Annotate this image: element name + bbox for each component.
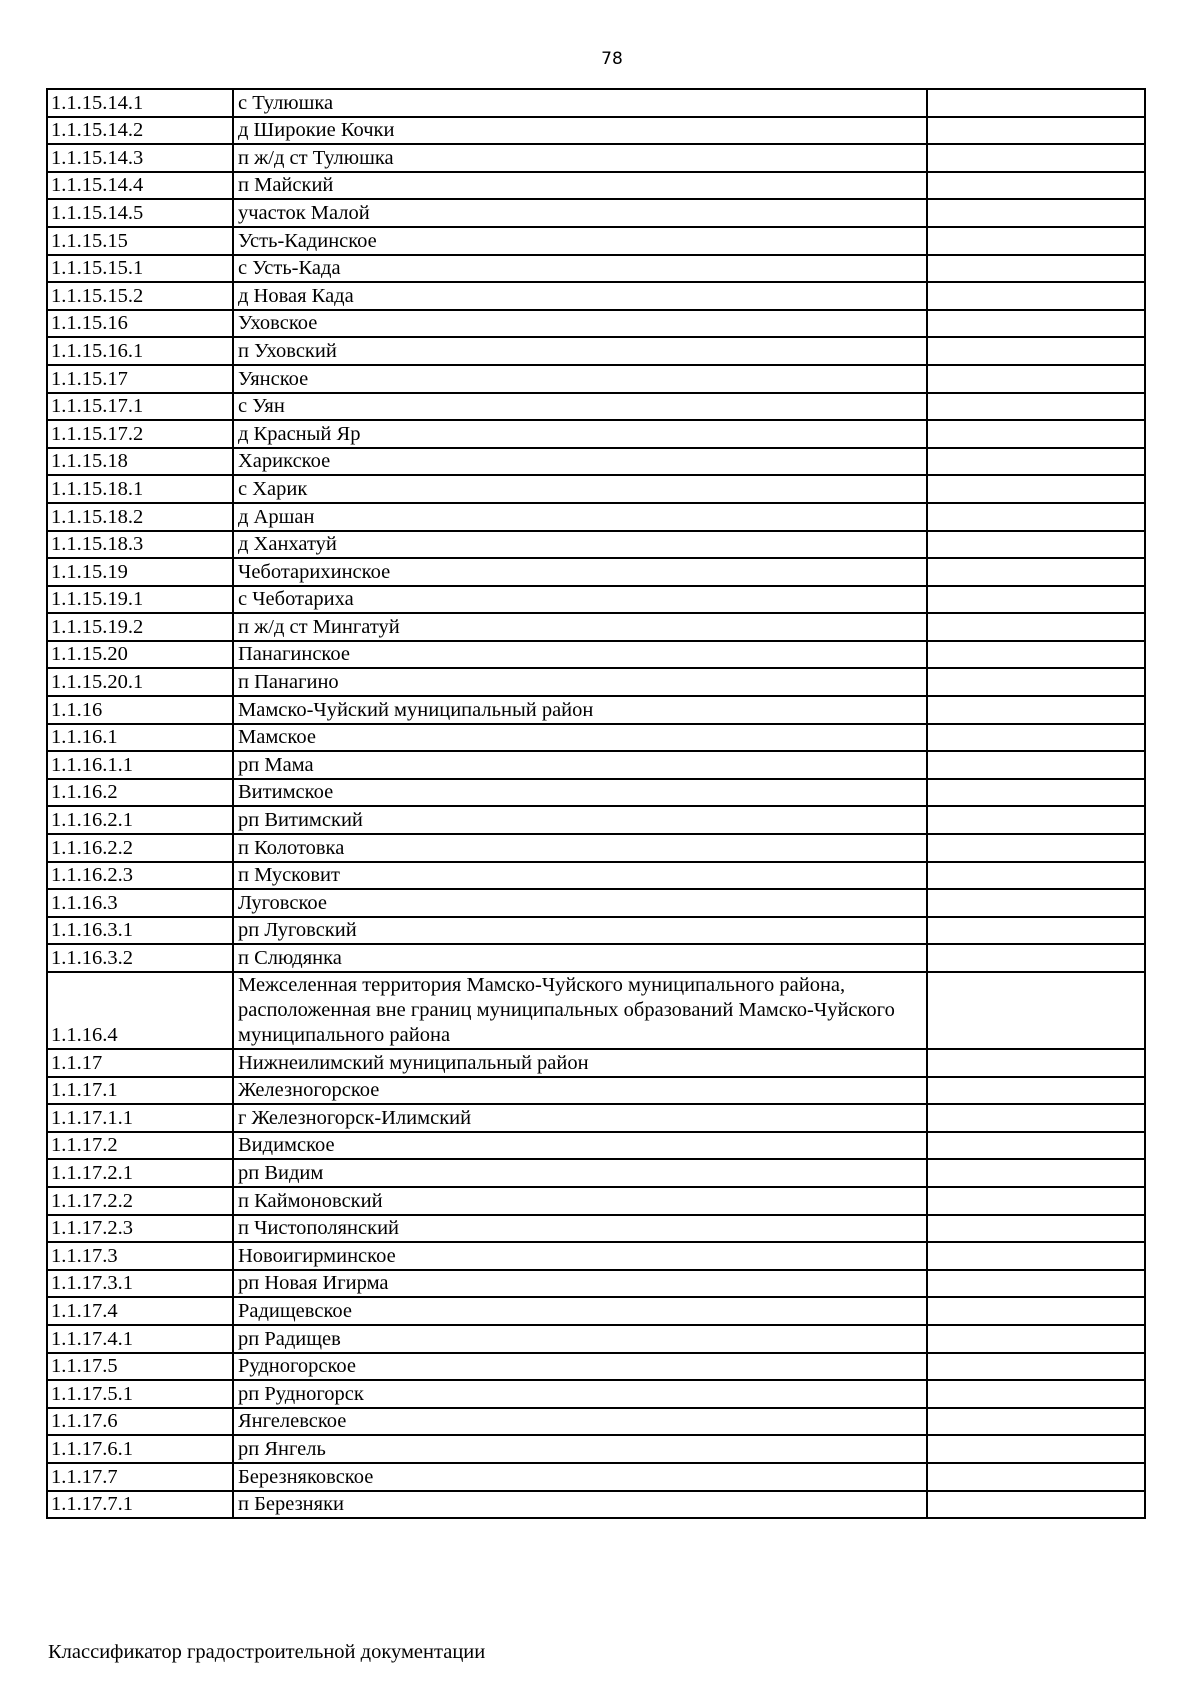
code-cell: 1.1.15.20	[47, 641, 233, 669]
name-cell: д Новая Када	[233, 282, 927, 310]
code-cell: 1.1.15.15.2	[47, 282, 233, 310]
code-cell: 1.1.17.1.1	[47, 1104, 233, 1132]
code-cell: 1.1.15.17.2	[47, 420, 233, 448]
name-cell: Березняковское	[233, 1463, 927, 1491]
code-cell: 1.1.15.20.1	[47, 668, 233, 696]
table-row	[47, 613, 1145, 641]
table-row	[47, 1463, 1145, 1491]
name-cell: с Чеботариха	[233, 586, 927, 614]
empty-cell	[927, 889, 1145, 917]
code-cell: 1.1.17.5.1	[47, 1380, 233, 1408]
empty-cell	[927, 1380, 1145, 1408]
name-cell: рп Янгель	[233, 1435, 927, 1463]
empty-cell	[927, 1297, 1145, 1325]
table-row	[47, 475, 1145, 503]
name-cell: Уховское	[233, 310, 927, 338]
name-cell: Межселенная территория Мамско-Чуйского муниципального района, расположенная вне границ муниципальных образований Мамско-Чуйского муниципального района	[233, 972, 927, 1049]
table-row	[47, 724, 1145, 752]
code-cell: 1.1.17.2.3	[47, 1215, 233, 1243]
empty-cell	[927, 255, 1145, 283]
empty-cell	[927, 144, 1145, 172]
table-row	[47, 144, 1145, 172]
name-cell: с Тулюшка	[233, 89, 927, 117]
code-cell: 1.1.15.14.1	[47, 89, 233, 117]
table-row	[47, 503, 1145, 531]
code-cell: 1.1.16.2.3	[47, 862, 233, 890]
code-cell: 1.1.15.14.4	[47, 172, 233, 200]
table-row	[47, 337, 1145, 365]
empty-cell	[927, 1132, 1145, 1160]
name-cell: участок Малой	[233, 199, 927, 227]
empty-cell	[927, 448, 1145, 476]
name-cell: Уянское	[233, 365, 927, 393]
table-row	[47, 117, 1145, 145]
name-cell: Мамское	[233, 724, 927, 752]
code-cell: 1.1.15.18.1	[47, 475, 233, 503]
code-cell: 1.1.16.2.2	[47, 834, 233, 862]
empty-cell	[927, 89, 1145, 117]
name-cell: д Ханхатуй	[233, 531, 927, 559]
classifier-table-body	[47, 89, 1145, 1518]
code-cell: 1.1.16.2.1	[47, 806, 233, 834]
table-row	[47, 1491, 1145, 1519]
code-cell: 1.1.15.19	[47, 558, 233, 586]
code-cell: 1.1.16.3.1	[47, 917, 233, 945]
name-cell: Чеботарихинское	[233, 558, 927, 586]
name-cell: п Панагино	[233, 668, 927, 696]
code-cell: 1.1.17.6.1	[47, 1435, 233, 1463]
empty-cell	[927, 310, 1145, 338]
name-cell: Панагинское	[233, 641, 927, 669]
code-cell: 1.1.16	[47, 696, 233, 724]
table-row	[47, 172, 1145, 200]
empty-cell	[927, 1104, 1145, 1132]
name-cell: Янгелевское	[233, 1408, 927, 1436]
empty-cell	[927, 917, 1145, 945]
table-row	[47, 1435, 1145, 1463]
table-row	[47, 1242, 1145, 1270]
code-cell: 1.1.15.14.5	[47, 199, 233, 227]
code-cell: 1.1.16.3	[47, 889, 233, 917]
table-row	[47, 448, 1145, 476]
empty-cell	[927, 1325, 1145, 1353]
empty-cell	[927, 117, 1145, 145]
code-cell: 1.1.17.4.1	[47, 1325, 233, 1353]
name-cell: п ж/д ст Тулюшка	[233, 144, 927, 172]
name-cell: Видимское	[233, 1132, 927, 1160]
name-cell: с Уян	[233, 393, 927, 421]
table-row	[47, 1297, 1145, 1325]
code-cell: 1.1.15.19.2	[47, 613, 233, 641]
table-row	[47, 310, 1145, 338]
name-cell: рп Радищев	[233, 1325, 927, 1353]
table-row	[47, 1159, 1145, 1187]
code-cell: 1.1.17.5	[47, 1353, 233, 1381]
table-row	[47, 1049, 1145, 1077]
name-cell: п Чистополянский	[233, 1215, 927, 1243]
code-cell: 1.1.15.18	[47, 448, 233, 476]
table-row	[47, 889, 1145, 917]
table-row	[47, 420, 1145, 448]
table-row	[47, 586, 1145, 614]
empty-cell	[927, 282, 1145, 310]
table-row	[47, 89, 1145, 117]
table-row	[47, 862, 1145, 890]
name-cell: Железногорское	[233, 1077, 927, 1105]
table-row	[47, 1408, 1145, 1436]
table-row	[47, 1104, 1145, 1132]
table-row	[47, 1380, 1145, 1408]
empty-cell	[927, 779, 1145, 807]
name-cell: г Железногорск-Илимский	[233, 1104, 927, 1132]
empty-cell	[927, 1159, 1145, 1187]
empty-cell	[927, 944, 1145, 972]
name-cell: д Аршан	[233, 503, 927, 531]
name-cell: Новоигирминское	[233, 1242, 927, 1270]
empty-cell	[927, 586, 1145, 614]
table-row	[47, 668, 1145, 696]
name-cell: Витимское	[233, 779, 927, 807]
empty-cell	[927, 1215, 1145, 1243]
code-cell: 1.1.15.19.1	[47, 586, 233, 614]
empty-cell	[927, 972, 1145, 1049]
code-cell: 1.1.15.15.1	[47, 255, 233, 283]
code-cell: 1.1.15.14.2	[47, 117, 233, 145]
empty-cell	[927, 1353, 1145, 1381]
name-cell: Мамско-Чуйский муниципальный район	[233, 696, 927, 724]
empty-cell	[927, 751, 1145, 779]
empty-cell	[927, 365, 1145, 393]
code-cell: 1.1.17.6	[47, 1408, 233, 1436]
empty-cell	[927, 1187, 1145, 1215]
empty-cell	[927, 1491, 1145, 1519]
code-cell: 1.1.17.3	[47, 1242, 233, 1270]
name-cell: Рудногорское	[233, 1353, 927, 1381]
code-cell: 1.1.15.18.3	[47, 531, 233, 559]
empty-cell	[927, 641, 1145, 669]
empty-cell	[927, 668, 1145, 696]
empty-cell	[927, 420, 1145, 448]
code-cell: 1.1.17	[47, 1049, 233, 1077]
table-row	[47, 227, 1145, 255]
classifier-table	[46, 88, 1146, 1519]
table-row	[47, 917, 1145, 945]
code-cell: 1.1.15.16	[47, 310, 233, 338]
table-row	[47, 972, 1145, 1049]
empty-cell	[927, 724, 1145, 752]
empty-cell	[927, 227, 1145, 255]
name-cell: п Слюдянка	[233, 944, 927, 972]
code-cell: 1.1.17.2	[47, 1132, 233, 1160]
empty-cell	[927, 613, 1145, 641]
empty-cell	[927, 1270, 1145, 1298]
code-cell: 1.1.17.1	[47, 1077, 233, 1105]
name-cell: д Красный Яр	[233, 420, 927, 448]
table-row	[47, 393, 1145, 421]
name-cell: п ж/д ст Мингатуй	[233, 613, 927, 641]
name-cell: Усть-Кадинское	[233, 227, 927, 255]
name-cell: рп Новая Игирма	[233, 1270, 927, 1298]
name-cell: Луговское	[233, 889, 927, 917]
table-row	[47, 1215, 1145, 1243]
code-cell: 1.1.17.4	[47, 1297, 233, 1325]
empty-cell	[927, 531, 1145, 559]
name-cell: рп Мама	[233, 751, 927, 779]
table-row	[47, 641, 1145, 669]
table-row	[47, 255, 1145, 283]
table-row	[47, 365, 1145, 393]
table-row	[47, 531, 1145, 559]
table-row	[47, 806, 1145, 834]
table-row	[47, 199, 1145, 227]
empty-cell	[927, 806, 1145, 834]
table-row	[47, 1132, 1145, 1160]
name-cell: с Усть-Када	[233, 255, 927, 283]
code-cell: 1.1.17.2.1	[47, 1159, 233, 1187]
name-cell: п Уховский	[233, 337, 927, 365]
table-row	[47, 1325, 1145, 1353]
empty-cell	[927, 475, 1145, 503]
empty-cell	[927, 172, 1145, 200]
empty-cell	[927, 393, 1145, 421]
table-row	[47, 779, 1145, 807]
name-cell: п Колотовка	[233, 834, 927, 862]
code-cell: 1.1.17.2.2	[47, 1187, 233, 1215]
code-cell: 1.1.15.17	[47, 365, 233, 393]
table-row	[47, 696, 1145, 724]
name-cell: рп Витимский	[233, 806, 927, 834]
table-row	[47, 834, 1145, 862]
code-cell: 1.1.15.15	[47, 227, 233, 255]
code-cell: 1.1.16.2	[47, 779, 233, 807]
empty-cell	[927, 1049, 1145, 1077]
code-cell: 1.1.15.18.2	[47, 503, 233, 531]
code-cell: 1.1.16.3.2	[47, 944, 233, 972]
table-row	[47, 558, 1145, 586]
name-cell: Нижнеилимский муниципальный район	[233, 1049, 927, 1077]
table-row	[47, 944, 1145, 972]
name-cell: п Березняки	[233, 1491, 927, 1519]
empty-cell	[927, 1242, 1145, 1270]
empty-cell	[927, 1408, 1145, 1436]
name-cell: рп Луговский	[233, 917, 927, 945]
empty-cell	[927, 503, 1145, 531]
table-row	[47, 282, 1145, 310]
table-row	[47, 1187, 1145, 1215]
empty-cell	[927, 834, 1145, 862]
empty-cell	[927, 199, 1145, 227]
name-cell: п Каймоновский	[233, 1187, 927, 1215]
code-cell: 1.1.15.14.3	[47, 144, 233, 172]
document-footer: Классификатор градостроительной документации	[48, 1641, 486, 1663]
code-cell: 1.1.16.1	[47, 724, 233, 752]
name-cell: с Харик	[233, 475, 927, 503]
page-number: 78	[601, 49, 623, 69]
table-row	[47, 751, 1145, 779]
empty-cell	[927, 1435, 1145, 1463]
empty-cell	[927, 1077, 1145, 1105]
table-row	[47, 1077, 1145, 1105]
name-cell: Радищевское	[233, 1297, 927, 1325]
code-cell: 1.1.17.7.1	[47, 1491, 233, 1519]
code-cell: 1.1.15.16.1	[47, 337, 233, 365]
code-cell: 1.1.16.1.1	[47, 751, 233, 779]
code-cell: 1.1.16.4	[47, 972, 233, 1049]
table-row	[47, 1353, 1145, 1381]
name-cell: рп Видим	[233, 1159, 927, 1187]
empty-cell	[927, 1463, 1145, 1491]
code-cell: 1.1.17.3.1	[47, 1270, 233, 1298]
code-cell: 1.1.15.17.1	[47, 393, 233, 421]
name-cell: п Майский	[233, 172, 927, 200]
name-cell: д Широкие Кочки	[233, 117, 927, 145]
name-cell: п Мусковит	[233, 862, 927, 890]
code-cell: 1.1.17.7	[47, 1463, 233, 1491]
table-row	[47, 1270, 1145, 1298]
name-cell: рп Рудногорск	[233, 1380, 927, 1408]
empty-cell	[927, 696, 1145, 724]
empty-cell	[927, 337, 1145, 365]
empty-cell	[927, 862, 1145, 890]
empty-cell	[927, 558, 1145, 586]
name-cell: Харикское	[233, 448, 927, 476]
